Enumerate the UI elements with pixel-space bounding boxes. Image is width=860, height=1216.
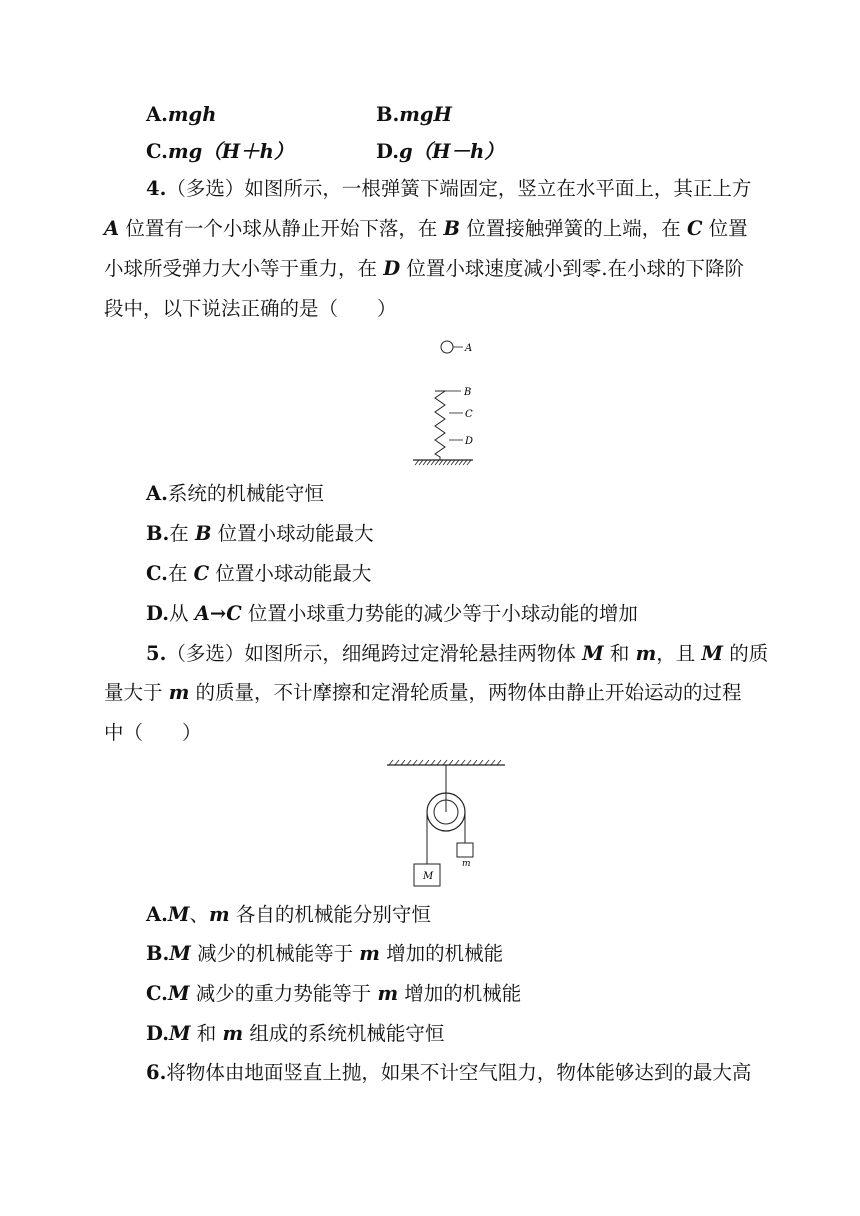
- option-label: D.: [146, 1022, 170, 1045]
- q5-line-3: [104, 721, 760, 745]
- question-number: 5.: [146, 642, 167, 665]
- q4-text: （多选）如图所示，一根弹簧下端固定，竖立在水平面上，其正上方: [166, 177, 752, 200]
- q4-line-1: [146, 177, 760, 201]
- prev-option-d: [376, 140, 504, 164]
- var-big-m: M: [169, 1022, 191, 1045]
- q5-text: 量大于: [104, 681, 169, 704]
- spring: [435, 391, 445, 460]
- option-text: 位置小球重力势能的减少等于小球动能的增加: [241, 602, 638, 625]
- option-label: B.: [146, 942, 170, 965]
- option-label: D.: [146, 602, 170, 625]
- figure-label-d: D: [465, 436, 474, 447]
- ground-hatch: [415, 460, 471, 465]
- var-b: B: [443, 217, 461, 240]
- option-label: B.: [376, 103, 400, 126]
- option-text: 系统的机械能守恒: [167, 482, 324, 505]
- option-text: 增加的机械能: [398, 982, 522, 1005]
- q4-option-b: [146, 522, 374, 546]
- var-small-m: m: [168, 681, 190, 704]
- var-big-m: M: [582, 642, 604, 665]
- option-text: 在: [167, 562, 194, 585]
- arrow-icon: →: [209, 602, 227, 625]
- pulley-figure: [383, 755, 509, 890]
- question-number: 6.: [146, 1061, 167, 1084]
- var-small-m: m: [209, 903, 230, 926]
- option-label: A.: [146, 103, 168, 126]
- var-a: A: [104, 217, 120, 240]
- option-text: 位置小球动能最大: [209, 562, 372, 585]
- option-label: A.: [146, 903, 168, 926]
- q5-option-d: [146, 1022, 444, 1046]
- var-small-m: m: [377, 982, 399, 1005]
- var-small-m: m: [635, 642, 657, 665]
- var-big-m: M: [169, 942, 191, 965]
- option-text: 组成的系统机械能守恒: [243, 1022, 445, 1045]
- q5-option-c: [146, 982, 521, 1006]
- q4-line-2: [104, 217, 760, 241]
- q4-text: 位置小球速度减小到零.在小球的下降阶: [400, 257, 745, 280]
- q4-option-d: [146, 602, 638, 626]
- option-label: C.: [146, 982, 168, 1005]
- q4-text: 位置接触弹簧的上端，在: [460, 217, 687, 240]
- q4-text: 小球所受弹力大小等于重力，在: [104, 257, 384, 280]
- var-c: C: [193, 562, 210, 585]
- q5-line-1: [146, 642, 769, 666]
- prev-option-c: [146, 140, 293, 164]
- q5-text: ，且: [656, 642, 702, 665]
- var-big-m: M: [167, 903, 190, 926]
- q5-option-b: [146, 942, 503, 966]
- ball: [441, 341, 453, 353]
- option-text: mgH: [399, 103, 452, 126]
- q5-text: 的质: [723, 642, 769, 665]
- q6-text: 将物体由地面竖直上抛，如果不计空气阻力，物体能够达到的最大高: [166, 1061, 752, 1084]
- q4-line-4: [104, 297, 760, 321]
- q5-text: 中（ ）: [104, 721, 202, 744]
- figure-label-b: B: [464, 387, 472, 398]
- var-d: D: [383, 257, 401, 280]
- figure-label-small-m: m: [462, 859, 471, 869]
- prev-option-b: [376, 103, 452, 127]
- var-small-m: m: [222, 1022, 244, 1045]
- q5-text: 和: [603, 642, 636, 665]
- var-c: C: [226, 602, 242, 625]
- option-text: 、: [189, 903, 210, 926]
- q4-option-a: [146, 482, 324, 506]
- option-text: 各自的机械能分别守恒: [229, 903, 431, 926]
- q6-line-1: [146, 1061, 760, 1085]
- option-label: A.: [146, 482, 168, 505]
- option-text: 增加的机械能: [379, 942, 504, 965]
- option-label: C.: [146, 140, 168, 163]
- q5-line-2: [104, 681, 760, 705]
- q4-text: 位置有一个小球从静止开始下落，在: [119, 217, 444, 240]
- question-number: 4.: [146, 177, 167, 200]
- q4-option-c: [146, 562, 371, 586]
- spring-figure: [405, 335, 485, 470]
- option-label: C.: [146, 562, 168, 585]
- option-text: mg（H＋h）: [167, 140, 294, 163]
- var-small-m: m: [359, 942, 380, 965]
- q5-option-a: [146, 903, 431, 927]
- figure-label-big-m: M: [423, 871, 434, 882]
- q5-text: （多选）如图所示，细绳跨过定滑轮悬挂两物体: [166, 642, 583, 665]
- option-label: B.: [146, 522, 170, 545]
- var-c: C: [686, 217, 703, 240]
- var-a: A: [194, 602, 210, 625]
- block-small-m: [457, 843, 473, 857]
- q4-text: 位置: [702, 217, 748, 240]
- option-text: 减少的重力势能等于: [189, 982, 378, 1005]
- option-text: g（H－h）: [399, 140, 504, 163]
- var-big-m: M: [701, 642, 723, 665]
- prev-option-a: [146, 103, 216, 127]
- var-b: B: [194, 522, 212, 545]
- q4-line-3: [104, 257, 760, 281]
- q5-text: 的质量，不计摩擦和定滑轮质量，两物体由静止开始运动的过程: [189, 681, 742, 704]
- figure-label-a: A: [465, 343, 473, 354]
- q4-text: 段中，以下说法正确的是（ ）: [104, 297, 397, 320]
- option-text: 从: [169, 602, 195, 625]
- option-text: 减少的机械能等于: [190, 942, 360, 965]
- option-text: mgh: [167, 103, 217, 126]
- option-label: D.: [376, 140, 400, 163]
- figure-label-c: C: [465, 409, 473, 420]
- ceiling-hatch: [389, 760, 501, 765]
- var-big-m: M: [167, 982, 190, 1005]
- option-text: 位置小球动能最大: [211, 522, 374, 545]
- option-text: 和: [190, 1022, 223, 1045]
- option-text: 在: [169, 522, 195, 545]
